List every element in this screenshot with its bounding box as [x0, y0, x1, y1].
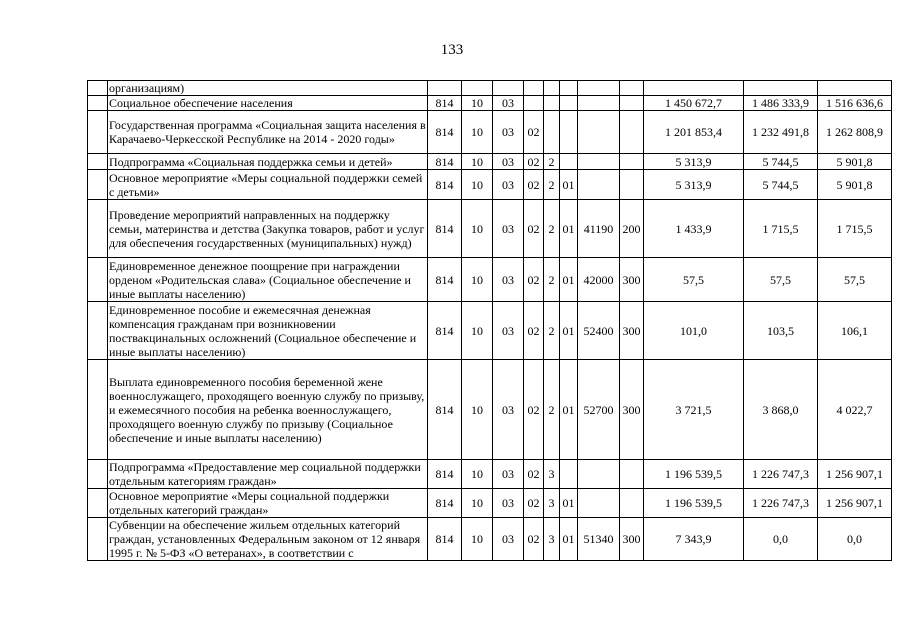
year3-amount-cell: 1 256 907,1 [818, 489, 892, 518]
expense-type-cell: 300 [620, 518, 644, 561]
event-cell: 01 [560, 518, 578, 561]
page-number: 133 [440, 42, 464, 58]
program-cell: 02 [524, 200, 544, 258]
section-cell: 10 [462, 154, 493, 170]
table-row [88, 96, 892, 111]
expense-type-cell: 300 [620, 258, 644, 302]
expense-type-cell [620, 154, 644, 170]
event-cell: 01 [560, 258, 578, 302]
year1-amount-cell: 7 343,9 [644, 518, 744, 561]
row-marker-cell [88, 200, 108, 258]
program-cell: 02 [524, 258, 544, 302]
grbs-cell: 814 [428, 111, 462, 154]
row-marker-cell [88, 258, 108, 302]
section-cell: 10 [462, 518, 493, 561]
subprogram-cell: 2 [544, 154, 560, 170]
event-cell: 01 [560, 170, 578, 200]
table-row [88, 200, 892, 258]
program-cell [524, 96, 544, 111]
subprogram-cell: 2 [544, 302, 560, 360]
year2-amount-cell: 1 226 747,3 [744, 460, 818, 489]
table-row [88, 360, 892, 460]
year1-amount-cell: 57,5 [644, 258, 744, 302]
subprogram-cell [544, 96, 560, 111]
section-cell: 10 [462, 489, 493, 518]
event-cell [560, 81, 578, 96]
subprogram-cell: 2 [544, 360, 560, 460]
table-row [88, 302, 892, 360]
row-marker-cell [88, 154, 108, 170]
year1-amount-cell [644, 81, 744, 96]
grbs-cell: 814 [428, 489, 462, 518]
year1-amount-cell: 1 433,9 [644, 200, 744, 258]
year2-amount-cell: 1 486 333,9 [744, 96, 818, 111]
event-cell: 01 [560, 302, 578, 360]
year2-amount-cell: 1 232 491,8 [744, 111, 818, 154]
year1-amount-cell: 1 201 853,4 [644, 111, 744, 154]
program-cell [524, 81, 544, 96]
section-cell: 10 [462, 200, 493, 258]
direction-cell [578, 81, 620, 96]
year2-amount-cell: 3 868,0 [744, 360, 818, 460]
row-marker-cell [88, 111, 108, 154]
subsection-cell: 03 [493, 96, 524, 111]
year1-amount-cell: 3 721,5 [644, 360, 744, 460]
year3-amount-cell: 4 022,7 [818, 360, 892, 460]
event-cell [560, 154, 578, 170]
subsection-cell: 03 [493, 111, 524, 154]
subprogram-cell: 3 [544, 489, 560, 518]
subsection-cell: 03 [493, 360, 524, 460]
direction-cell [578, 460, 620, 489]
table-row [88, 489, 892, 518]
subsection-cell [493, 81, 524, 96]
table-row [88, 81, 892, 96]
year1-amount-cell: 5 313,9 [644, 154, 744, 170]
event-cell [560, 111, 578, 154]
row-marker-cell [88, 489, 108, 518]
name-cell: Социальное обеспечение населения [108, 96, 428, 111]
subsection-cell: 03 [493, 489, 524, 518]
grbs-cell: 814 [428, 200, 462, 258]
subsection-cell: 03 [493, 154, 524, 170]
direction-cell: 42000 [578, 258, 620, 302]
grbs-cell: 814 [428, 360, 462, 460]
row-marker-cell [88, 360, 108, 460]
program-cell: 02 [524, 154, 544, 170]
year3-amount-cell: 57,5 [818, 258, 892, 302]
name-cell: Субвенции на обеспечение жильем отдельных категорий граждан, установленных Федеральным законом от 12 января 1995 г. № 5-ФЗ «О ветеранах», в соответствии с [108, 518, 428, 561]
year3-amount-cell: 0,0 [818, 518, 892, 561]
program-cell: 02 [524, 518, 544, 561]
table-row [88, 154, 892, 170]
year3-amount-cell: 1 715,5 [818, 200, 892, 258]
budget-table [87, 80, 892, 561]
grbs-cell: 814 [428, 154, 462, 170]
expense-type-cell [620, 111, 644, 154]
year3-amount-cell: 5 901,8 [818, 154, 892, 170]
table-row [88, 258, 892, 302]
year3-amount-cell: 1 516 636,6 [818, 96, 892, 111]
direction-cell [578, 154, 620, 170]
table-row [88, 111, 892, 154]
expense-type-cell: 200 [620, 200, 644, 258]
direction-cell [578, 170, 620, 200]
direction-cell: 51340 [578, 518, 620, 561]
year3-amount-cell: 1 256 907,1 [818, 460, 892, 489]
name-cell: Государственная программа «Социальная защита населения в Карачаево-Черкесской Республике на 2014 - 2020 годы» [108, 111, 428, 154]
table-body [88, 81, 892, 561]
subsection-cell: 03 [493, 258, 524, 302]
table-row [88, 170, 892, 200]
year1-amount-cell: 5 313,9 [644, 170, 744, 200]
year2-amount-cell: 5 744,5 [744, 170, 818, 200]
grbs-cell: 814 [428, 170, 462, 200]
name-cell: Единовременное денежное поощрение при награждении орденом «Родительская слава» (Социальное обеспечение и иные выплаты населению) [108, 258, 428, 302]
expense-type-cell: 300 [620, 360, 644, 460]
direction-cell [578, 96, 620, 111]
expense-type-cell: 300 [620, 302, 644, 360]
year2-amount-cell: 1 226 747,3 [744, 489, 818, 518]
row-marker-cell [88, 302, 108, 360]
grbs-cell: 814 [428, 302, 462, 360]
row-marker-cell [88, 518, 108, 561]
grbs-cell: 814 [428, 258, 462, 302]
expense-type-cell [620, 460, 644, 489]
event-cell: 01 [560, 360, 578, 460]
section-cell: 10 [462, 360, 493, 460]
subsection-cell: 03 [493, 460, 524, 489]
direction-cell: 52700 [578, 360, 620, 460]
table-row [88, 518, 892, 561]
row-marker-cell [88, 460, 108, 489]
event-cell [560, 460, 578, 489]
expense-type-cell [620, 96, 644, 111]
grbs-cell: 814 [428, 518, 462, 561]
section-cell [462, 81, 493, 96]
subprogram-cell: 2 [544, 258, 560, 302]
program-cell: 02 [524, 489, 544, 518]
event-cell [560, 96, 578, 111]
subprogram-cell: 2 [544, 200, 560, 258]
name-cell: Основное мероприятие «Меры социальной поддержки семей с детьми» [108, 170, 428, 200]
name-cell: Подпрограмма «Социальная поддержка семьи и детей» [108, 154, 428, 170]
name-cell: организациям) [108, 81, 428, 96]
program-cell: 02 [524, 360, 544, 460]
expense-type-cell [620, 170, 644, 200]
year3-amount-cell: 5 901,8 [818, 170, 892, 200]
subsection-cell: 03 [493, 200, 524, 258]
year2-amount-cell: 5 744,5 [744, 154, 818, 170]
name-cell: Основное мероприятие «Меры социальной поддержки отдельных категорий граждан» [108, 489, 428, 518]
name-cell: Единовременное пособие и ежемесячная денежная компенсация гражданам при возникновении поствакцинальных осложнений (Социальное обеспечение и иные выплаты населению) [108, 302, 428, 360]
section-cell: 10 [462, 460, 493, 489]
table-row [88, 460, 892, 489]
name-cell: Выплата единовременного пособия беременной жене военнослужащего, проходящего военную службу по призыву, и ежемесячного пособия на ребенка военнослужащего, проходящего военную службу по призыву (Социальное обеспечение и иные выплаты населению) [108, 360, 428, 460]
grbs-cell [428, 81, 462, 96]
subprogram-cell [544, 111, 560, 154]
section-cell: 10 [462, 302, 493, 360]
direction-cell: 41190 [578, 200, 620, 258]
subsection-cell: 03 [493, 518, 524, 561]
subsection-cell: 03 [493, 170, 524, 200]
name-cell: Проведение мероприятий направленных на поддержку семьи, материнства и детства (Закупка товаров, работ и услуг для обеспечения государственных (муниципальных) нужд) [108, 200, 428, 258]
name-cell: Подпрограмма «Предоставление мер социальной поддержки отдельным категориям граждан» [108, 460, 428, 489]
subprogram-cell: 2 [544, 170, 560, 200]
year2-amount-cell: 103,5 [744, 302, 818, 360]
year2-amount-cell: 0,0 [744, 518, 818, 561]
direction-cell [578, 489, 620, 518]
row-marker-cell [88, 81, 108, 96]
subprogram-cell: 3 [544, 460, 560, 489]
subprogram-cell [544, 81, 560, 96]
row-marker-cell [88, 170, 108, 200]
expense-type-cell [620, 489, 644, 518]
year3-amount-cell [818, 81, 892, 96]
event-cell: 01 [560, 489, 578, 518]
expense-type-cell [620, 81, 644, 96]
section-cell: 10 [462, 96, 493, 111]
grbs-cell: 814 [428, 460, 462, 489]
subsection-cell: 03 [493, 302, 524, 360]
row-marker-cell [88, 96, 108, 111]
grbs-cell: 814 [428, 96, 462, 111]
year2-amount-cell: 1 715,5 [744, 200, 818, 258]
year2-amount-cell: 57,5 [744, 258, 818, 302]
subprogram-cell: 3 [544, 518, 560, 561]
section-cell: 10 [462, 111, 493, 154]
year1-amount-cell: 1 196 539,5 [644, 460, 744, 489]
year1-amount-cell: 1 450 672,7 [644, 96, 744, 111]
year3-amount-cell: 106,1 [818, 302, 892, 360]
section-cell: 10 [462, 258, 493, 302]
program-cell: 02 [524, 170, 544, 200]
direction-cell [578, 111, 620, 154]
program-cell: 02 [524, 302, 544, 360]
section-cell: 10 [462, 170, 493, 200]
event-cell: 01 [560, 200, 578, 258]
direction-cell: 52400 [578, 302, 620, 360]
year2-amount-cell [744, 81, 818, 96]
year1-amount-cell: 101,0 [644, 302, 744, 360]
year3-amount-cell: 1 262 808,9 [818, 111, 892, 154]
year1-amount-cell: 1 196 539,5 [644, 489, 744, 518]
program-cell: 02 [524, 111, 544, 154]
program-cell: 02 [524, 460, 544, 489]
